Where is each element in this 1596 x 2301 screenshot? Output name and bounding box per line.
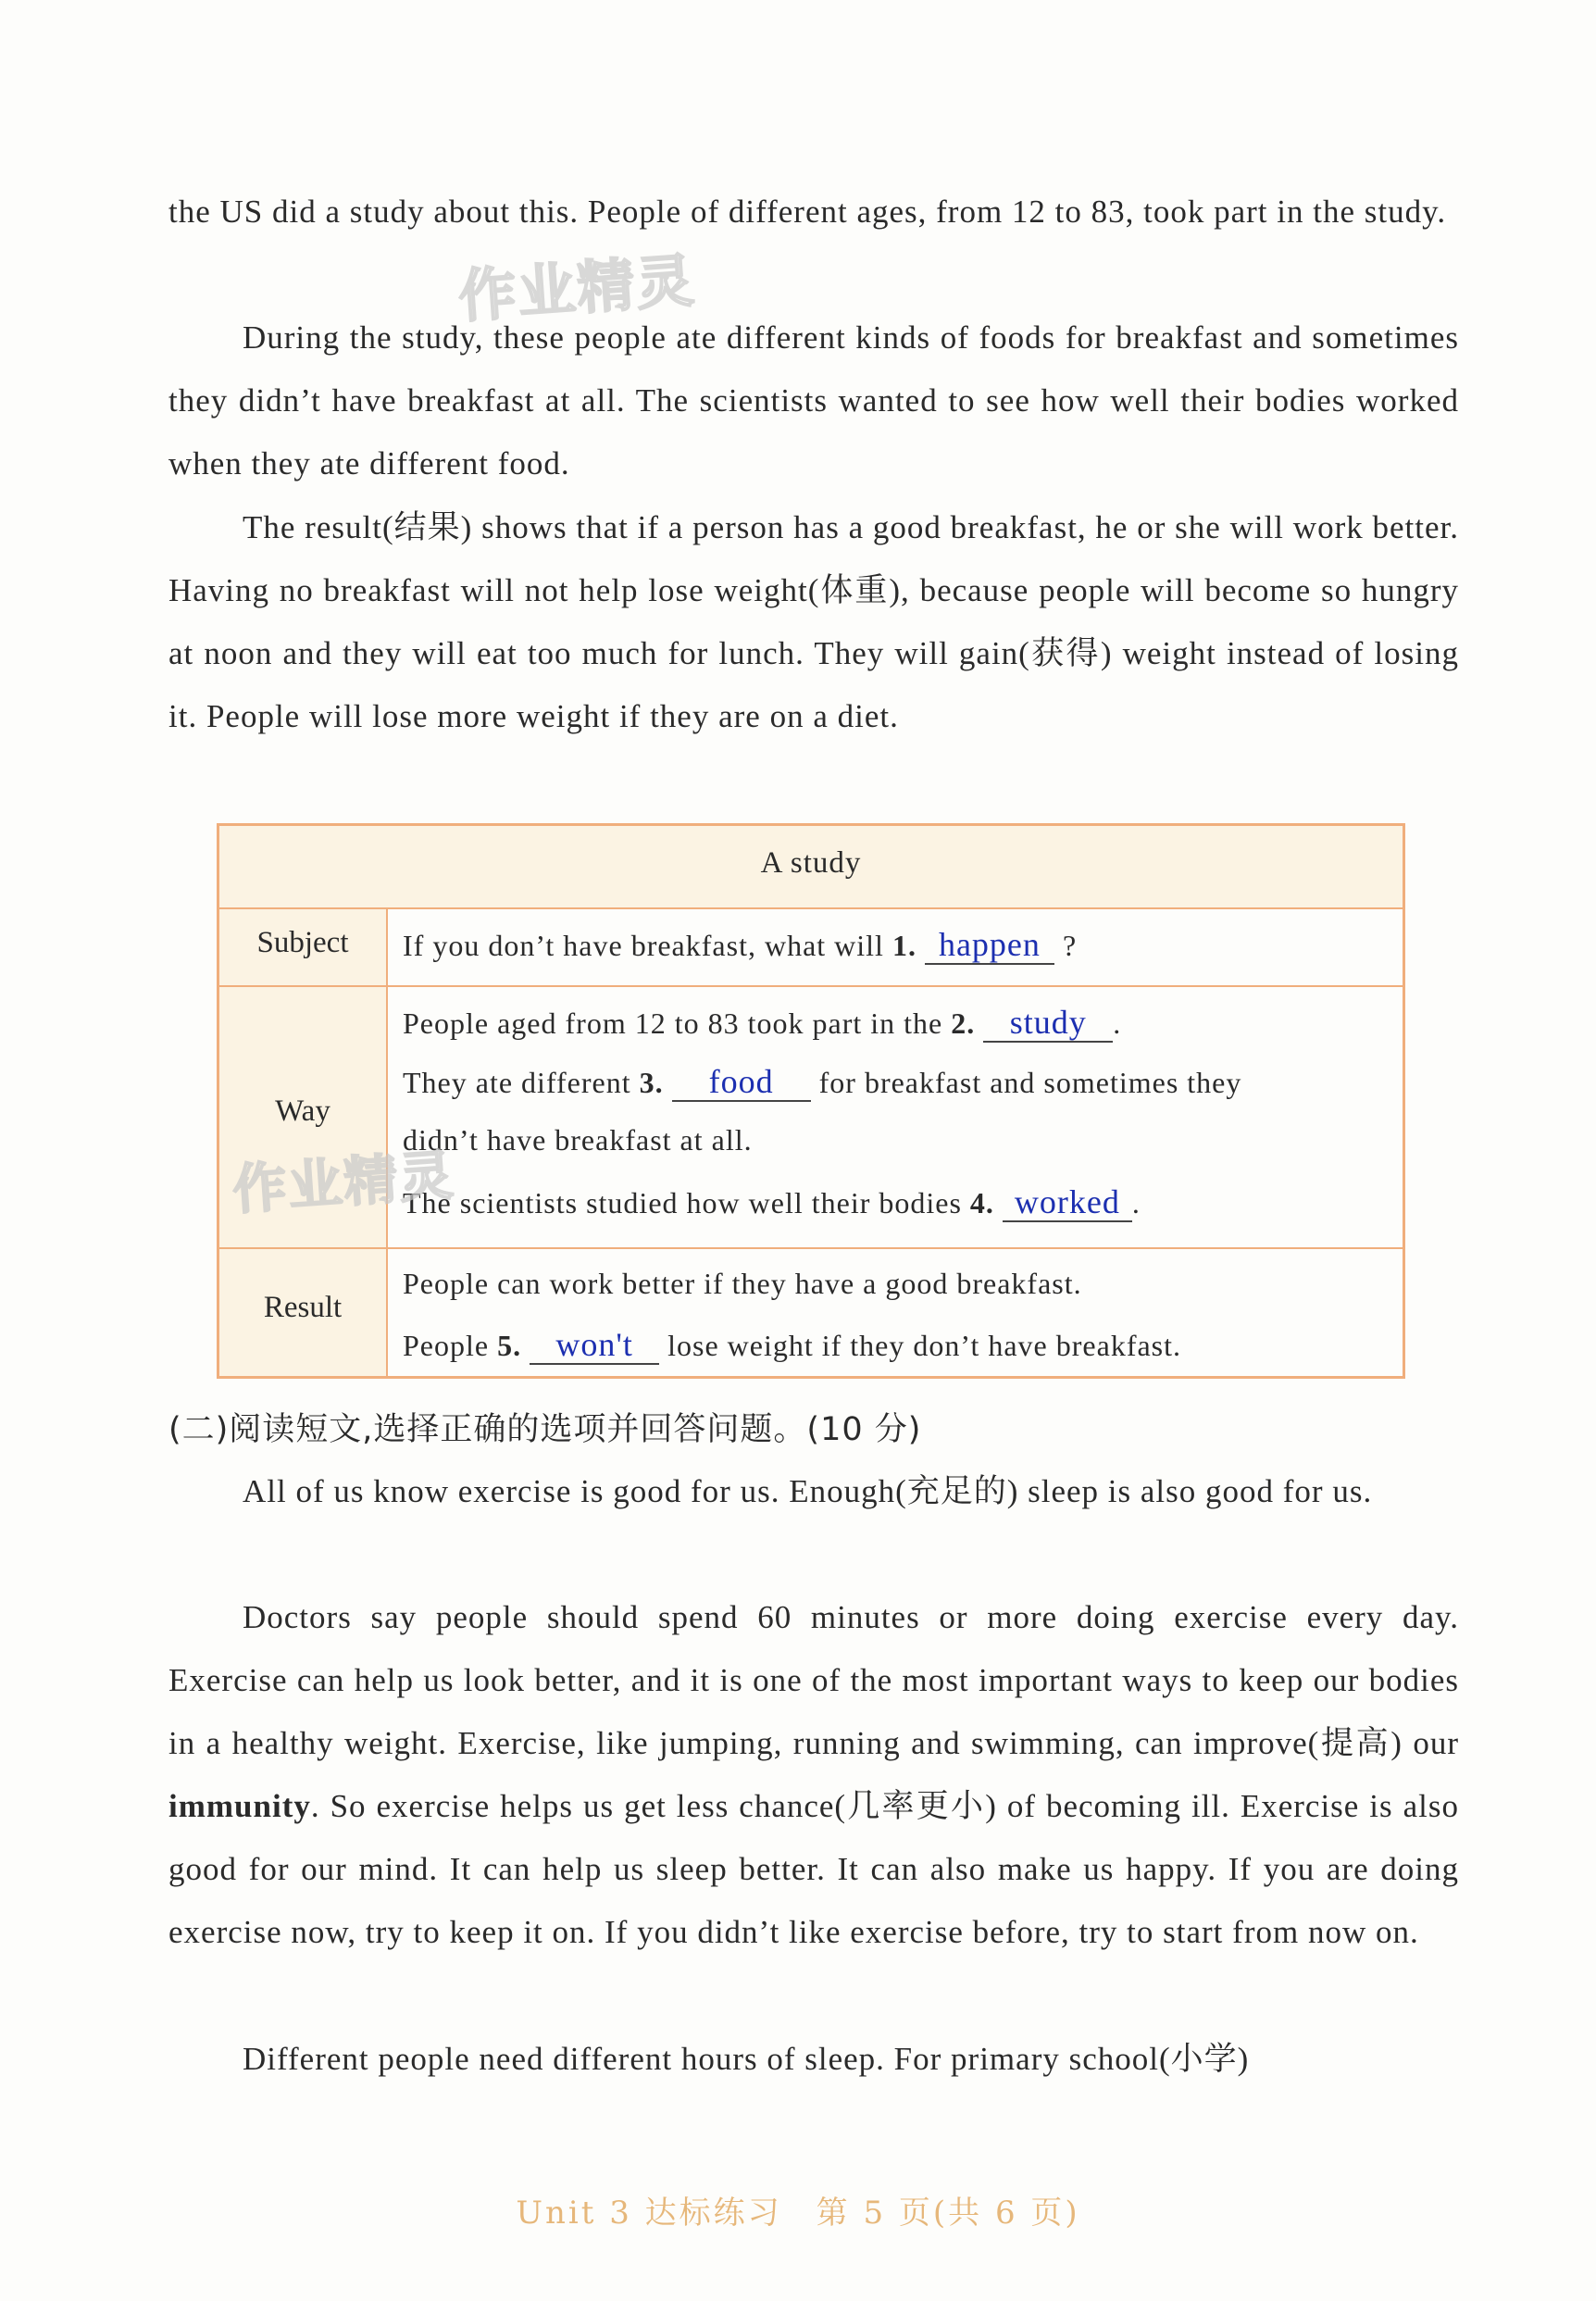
- subject-text: If you don’t have breakfast, what will: [403, 929, 884, 962]
- watermark: 作业精灵: [231, 1143, 457, 1222]
- blank-number-2: 2.: [951, 1007, 976, 1040]
- way-label: Way: [275, 1094, 330, 1128]
- blank-number-3: 3.: [639, 1066, 664, 1099]
- result-text-2-end: lose weight if they don’t have breakfast.: [667, 1329, 1182, 1362]
- answer-5: won't: [530, 1326, 659, 1365]
- immunity-term: immunity: [168, 1788, 311, 1824]
- paragraph-2: During the study, these people ate different kinds of foods for breakfast and sometimes they didn’t have breakfast at all. The scientists wanted to see how well their bodies worked when they ate different food.: [168, 319, 1459, 481]
- answer-1: happen: [925, 926, 1054, 965]
- section-heading: (二)阅读短文,选择正确的选项并回答问题。(10 分): [168, 1411, 922, 1448]
- paragraph-3: The result(结果) shows that if a person has a good breakfast, he or she will work better. Having no breakfast will not help lose weight(体重), because people will become so hungry at noon and they will eat too much for lunch. They will gain(获得) weight instead of losing it. People will lose more weight if they are on a diet.: [168, 509, 1459, 734]
- subject-row: [403, 926, 1077, 965]
- table-divider: [219, 907, 1403, 909]
- way-text-1: People aged from 12 to 83 took part in the: [403, 1007, 943, 1040]
- table-title: A study: [760, 846, 862, 880]
- way-text-2-end: for breakfast and sometimes they: [818, 1066, 1242, 1099]
- blank-number-1: 1.: [892, 929, 916, 962]
- paragraph-4: All of us know exercise is good for us. Enough(充足的) sleep is also good for us.: [243, 1473, 1373, 1509]
- paragraph-5-text-end: . So exercise helps us get less chance(几率更小) of becoming ill. Exercise is also good for our mind. It can help us sleep better. It can also make us happy. If you are doing exercise now, try to keep it on. If you didn’t like exercise before, try to start from now on.: [168, 1788, 1459, 1950]
- subject-end: ?: [1062, 929, 1078, 962]
- paragraph-5-text: Doctors say people should spend 60 minutes or more doing exercise every day. Exercise can help us look better, and it is one of the most important ways to keep our bodies in a healthy weight. Exercise, like jumping, running and swimming, can improve(提高) our: [168, 1599, 1459, 1761]
- subject-label: Subject: [256, 926, 349, 959]
- answer-3: food: [672, 1063, 811, 1102]
- way-row-3: didn’t have breakfast at all.: [403, 1123, 753, 1157]
- way-text-4: The scientists studied how well their bodies: [403, 1186, 962, 1219]
- way-row-4: [403, 1183, 1141, 1222]
- result-row-1: People can work better if they have a good breakfast.: [403, 1267, 1082, 1300]
- result-label: Result: [263, 1291, 343, 1324]
- page-footer: Unit 3 达标练习 第 5 页(共 6 页): [516, 2195, 1080, 2232]
- result-row-2: [403, 1326, 1181, 1365]
- table-divider: [219, 985, 1403, 987]
- way-row-1: [403, 1004, 1121, 1043]
- watermark: 作业精灵: [456, 246, 698, 331]
- paragraph-1: the US did a study about this. People of different ages, from 12 to 83, took part in the study.: [168, 194, 1447, 230]
- way-row-2: [403, 1063, 1241, 1102]
- blank-number-4: 4.: [969, 1186, 994, 1219]
- table-divider: [219, 1247, 1403, 1249]
- way-end-2: .: [1113, 1007, 1122, 1040]
- way-end-4: .: [1131, 1186, 1141, 1219]
- result-text-2: People: [403, 1329, 490, 1362]
- study-table: [217, 823, 1405, 1379]
- answer-2: study: [983, 1004, 1113, 1043]
- answer-4: worked: [1003, 1183, 1132, 1222]
- paragraph-6: Different people need different hours of sleep. For primary school(小学): [243, 2041, 1250, 2077]
- blank-number-5: 5.: [497, 1329, 522, 1362]
- way-text-2: They ate different: [403, 1066, 631, 1099]
- paragraph-5: [168, 1586, 1459, 1964]
